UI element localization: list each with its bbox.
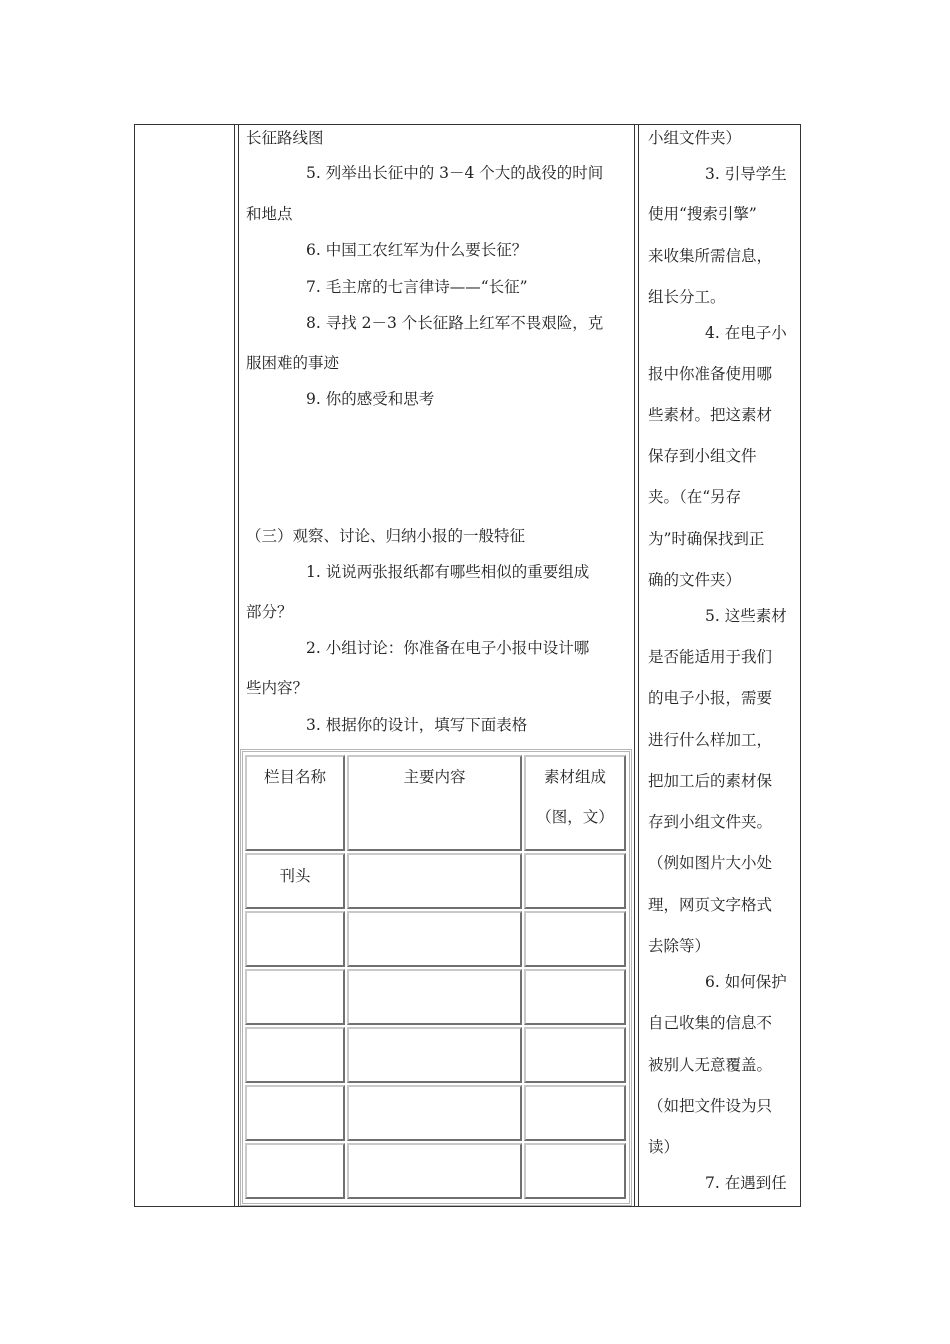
right-text-line: 组长分工。 [648, 288, 726, 306]
column-divider-right [634, 124, 635, 1207]
right-text-line: 存到小组文件夹。 [648, 813, 773, 831]
table-cell[interactable] [245, 1027, 345, 1083]
table-header-cell [524, 755, 626, 851]
column-divider-right-inner [638, 124, 639, 1207]
table-cell[interactable] [524, 969, 626, 1025]
right-text-line: 3. 引导学生 [705, 165, 787, 183]
mid-text-line: 8. 寻找 2－3 个长征路上红军不畏艰险，克 [306, 314, 604, 332]
mid-text-line: 3. 根据你的设计，填写下面表格 [306, 716, 528, 734]
right-text-line: 5. 这些素材 [705, 607, 787, 625]
table-cell[interactable] [245, 1085, 345, 1141]
table-cell[interactable] [347, 911, 522, 967]
table-cell[interactable] [347, 1027, 522, 1083]
table-cell[interactable] [245, 969, 345, 1025]
right-text-line: 些素材。把这素材 [648, 406, 773, 424]
right-text-line: 被别人无意覆盖。 [648, 1056, 773, 1074]
right-text-line: 读） [648, 1138, 680, 1156]
column-divider-left [234, 124, 235, 1207]
table-cell[interactable] [245, 1143, 345, 1199]
mid-text-line: 长征路线图 [246, 129, 324, 147]
right-text-line: 为”时确保找到正 [648, 530, 765, 548]
mid-text-line: 服困难的事迹 [246, 354, 340, 372]
table-cell[interactable] [245, 853, 345, 909]
right-text-line: 4. 在电子小 [705, 324, 787, 342]
cell-text: 刊头 [279, 867, 311, 885]
header-materials-note: （图，文） [536, 808, 614, 826]
mid-text-line: 7. 毛主席的七言律诗——“长征” [306, 278, 528, 296]
right-text-line: 夹。（在“另存 [648, 488, 742, 506]
right-text-line: 是否能适用于我们 [648, 648, 773, 666]
table-cell[interactable] [347, 1085, 522, 1141]
right-text-line: （如把文件设为只 [648, 1097, 773, 1115]
right-text-line: 去除等） [648, 937, 711, 955]
mid-text-line: 2. 小组讨论：你准备在电子小报中设计哪 [306, 639, 590, 657]
right-text-line: 使用“搜索引擎” [648, 205, 757, 223]
right-text-line: 把加工后的素材保 [648, 772, 773, 790]
right-text-line: 小组文件夹） [648, 129, 742, 147]
right-text-line: 进行什么样加工， [648, 731, 773, 749]
table-cell[interactable] [347, 1143, 522, 1199]
table-cell[interactable] [347, 969, 522, 1025]
table-cell[interactable] [524, 1027, 626, 1083]
table-header-cell [245, 755, 345, 851]
mid-text-line: 5. 列举出长征中的 3－4 个大的战役的时间 [306, 164, 604, 182]
right-text-line: 报中你准备使用哪 [648, 365, 773, 383]
header-main-content: 主要内容 [403, 768, 466, 786]
mid-text-line: 1. 说说两张报纸都有哪些相似的重要组成 [306, 563, 590, 581]
section-heading: （三）观察、讨论、归纳小报的一般特征 [246, 527, 526, 545]
mid-text-line: 些内容？ [246, 679, 309, 697]
right-text-line: （例如图片大小处 [648, 854, 773, 872]
table-cell[interactable] [524, 1085, 626, 1141]
right-text-line: 的电子小报，需要 [648, 689, 773, 707]
right-text-line: 来收集所需信息， [648, 247, 773, 265]
mid-text-line: 和地点 [246, 205, 293, 223]
right-text-line: 理，网页文字格式 [648, 896, 773, 914]
right-text-line: 确的文件夹） [648, 571, 742, 589]
mid-text-line: 9. 你的感受和思考 [306, 390, 435, 408]
right-text-line: 保存到小组文件 [648, 447, 757, 465]
header-materials: 素材组成 [543, 768, 606, 786]
right-text-line: 7. 在遇到任 [705, 1174, 787, 1192]
table-cell[interactable] [245, 911, 345, 967]
column-divider-left-inner [238, 124, 239, 1207]
table-cell[interactable] [524, 1143, 626, 1199]
table-cell[interactable] [347, 853, 522, 909]
header-column-name: 栏目名称 [263, 768, 326, 786]
mid-text-line: 部分？ [246, 603, 293, 621]
table-cell[interactable] [524, 911, 626, 967]
mid-text-line: 6. 中国工农红军为什么要长征？ [306, 241, 528, 259]
right-text-line: 6. 如何保护 [705, 973, 787, 991]
table-cell[interactable] [524, 853, 626, 909]
table-header-cell [347, 755, 522, 851]
right-text-line: 自己收集的信息不 [648, 1014, 773, 1032]
